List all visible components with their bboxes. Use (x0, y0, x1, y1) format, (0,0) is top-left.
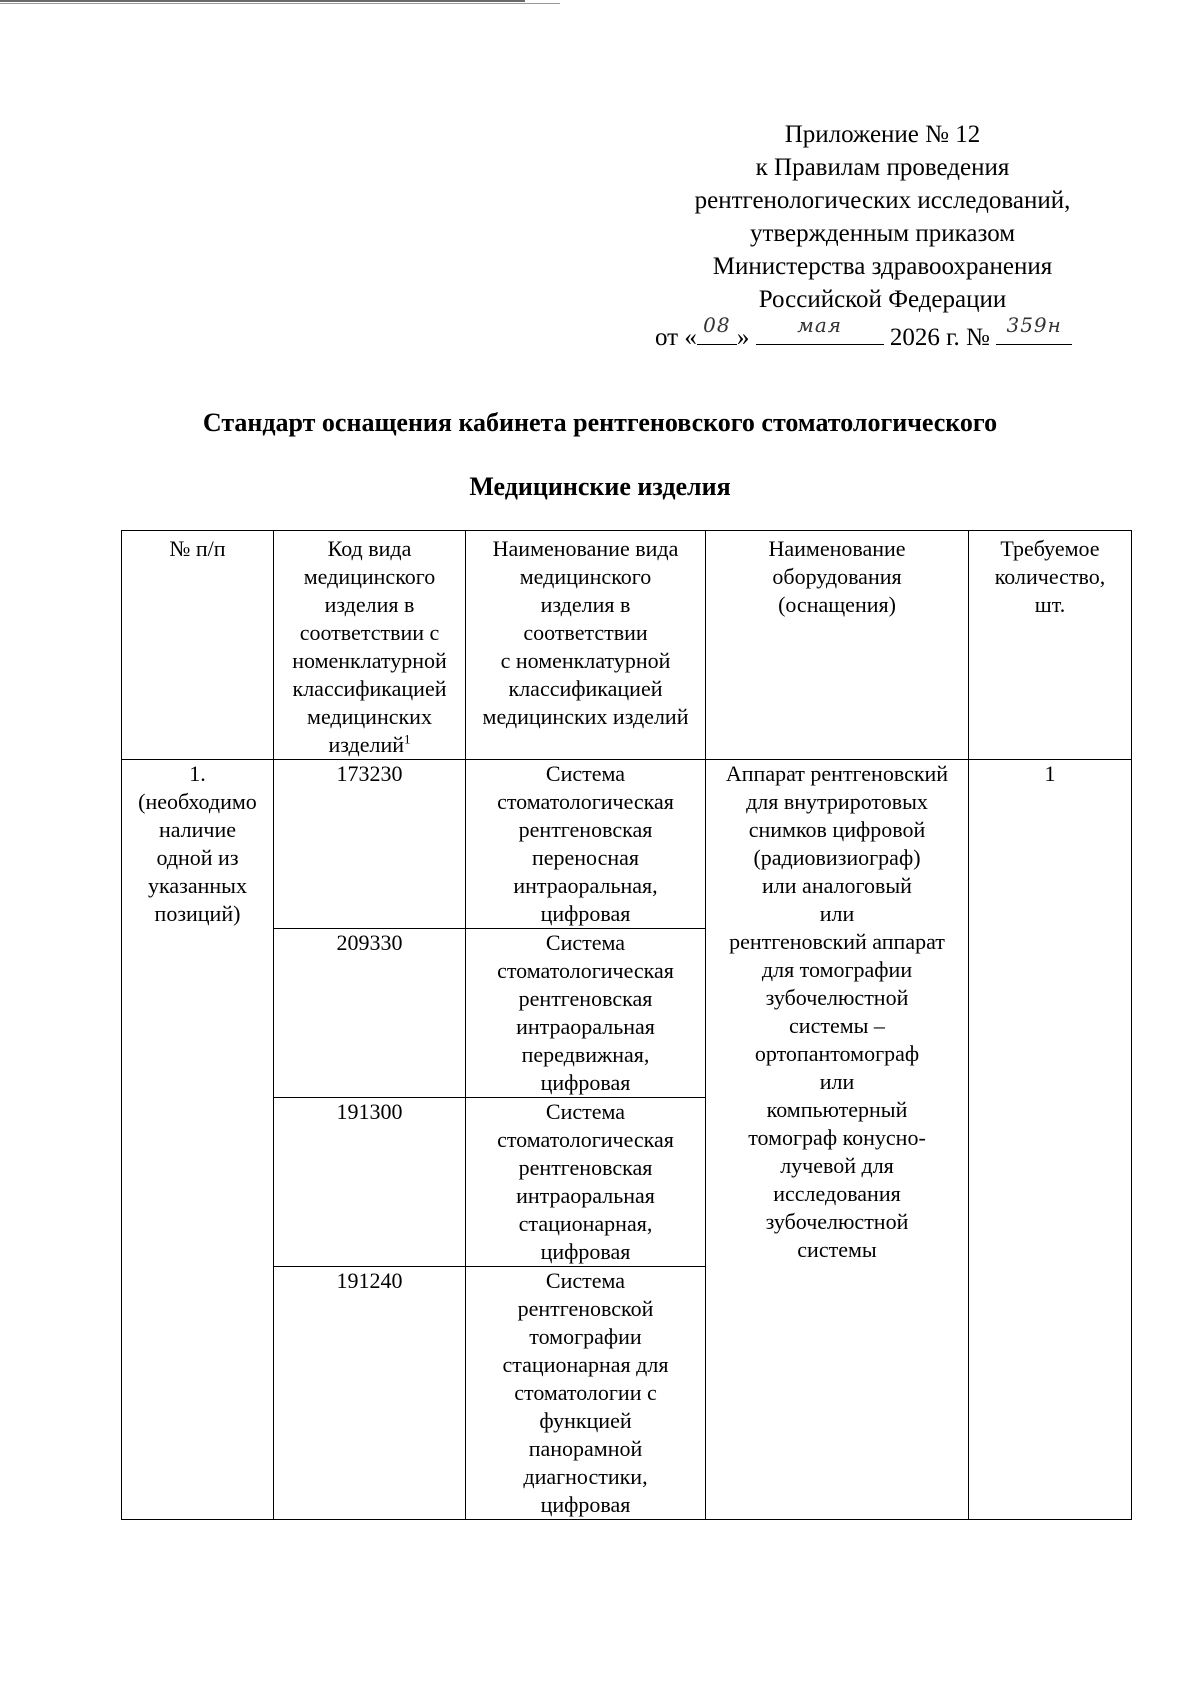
equipment-cell: Аппарат рентгеновский для внутриротовых снимков цифровой (радиовизиограф) или аналоговый или рентгеновский аппарат для томографии зубочелюстной системы – ортопантомограф или компьютерный томограф конусно- лучевой для исследования зубочелюстной системы (706, 760, 969, 1520)
order-quote-close: » (736, 324, 750, 351)
footnote-marker: 1 (404, 731, 411, 747)
code-cell: 191240 (274, 1267, 466, 1520)
code-cell: 191300 (274, 1098, 466, 1267)
appendix-line: Российской Федерации (758, 286, 1007, 313)
appendix-line: Министерства здравоохранения (712, 253, 1053, 280)
header-code (274, 531, 466, 760)
order-year-text: 2026 г. № (889, 324, 990, 351)
kind-cell: Система стоматологическая рентгеновская интраоральная стационарная, цифровая (466, 1098, 706, 1267)
order-number-handwritten: 359н (1006, 313, 1062, 337)
header-kind: Наименование вида медицинского изделия в соответствии с номенклатурной классификацией медицинских изделий (466, 531, 706, 760)
appendix-line: утвержденным приказом (749, 220, 1016, 247)
equipment-table (121, 530, 1132, 1520)
order-prefix: от « (655, 324, 697, 351)
order-month-field (756, 313, 884, 345)
order-day-field (697, 313, 737, 345)
code-cell: 173230 (274, 760, 466, 929)
table-header-row (122, 531, 1132, 760)
order-day-handwritten: 08 (703, 313, 731, 337)
appendix-header (620, 118, 1145, 316)
code-cell: 209330 (274, 929, 466, 1098)
section-subtitle: Медицинские изделия (469, 472, 731, 501)
order-reference (655, 313, 1072, 354)
appendix-line: рентгенологических исследований, (694, 187, 1071, 214)
kind-cell: Система стоматологическая рентгеновская интраоральная передвижная, цифровая (466, 929, 706, 1098)
table-row (122, 760, 1132, 929)
order-number-field (996, 313, 1072, 345)
quantity-cell: 1 (969, 760, 1132, 1520)
appendix-line: к Правилам проведения (755, 154, 1010, 181)
header-num: № п/п (122, 531, 274, 760)
kind-cell: Система стоматологическая рентгеновская переносная интраоральная, цифровая (466, 760, 706, 929)
header-code-text: Код вида медицинского изделия в соответствии с номенклатурной классификацией медицинских изделий (292, 536, 447, 757)
row-number-cell: 1. (необходимо наличие одной из указанных позиций) (122, 760, 274, 1520)
scan-edge-line-faint (0, 3, 560, 4)
scan-edge-line (0, 0, 525, 2)
appendix-line: Приложение № 12 (784, 121, 981, 148)
order-month-handwritten: мая (797, 313, 842, 337)
header-equipment: Наименование оборудования (оснащения) (706, 531, 969, 760)
document-title: Стандарт оснащения кабинета рентгеновского стоматологического (202, 408, 998, 437)
kind-cell: Система рентгеновской томографии стационарная для стоматологии с функцией панорамной диагностики, цифровая (466, 1267, 706, 1520)
header-quantity: Требуемое количество, шт. (969, 531, 1132, 760)
